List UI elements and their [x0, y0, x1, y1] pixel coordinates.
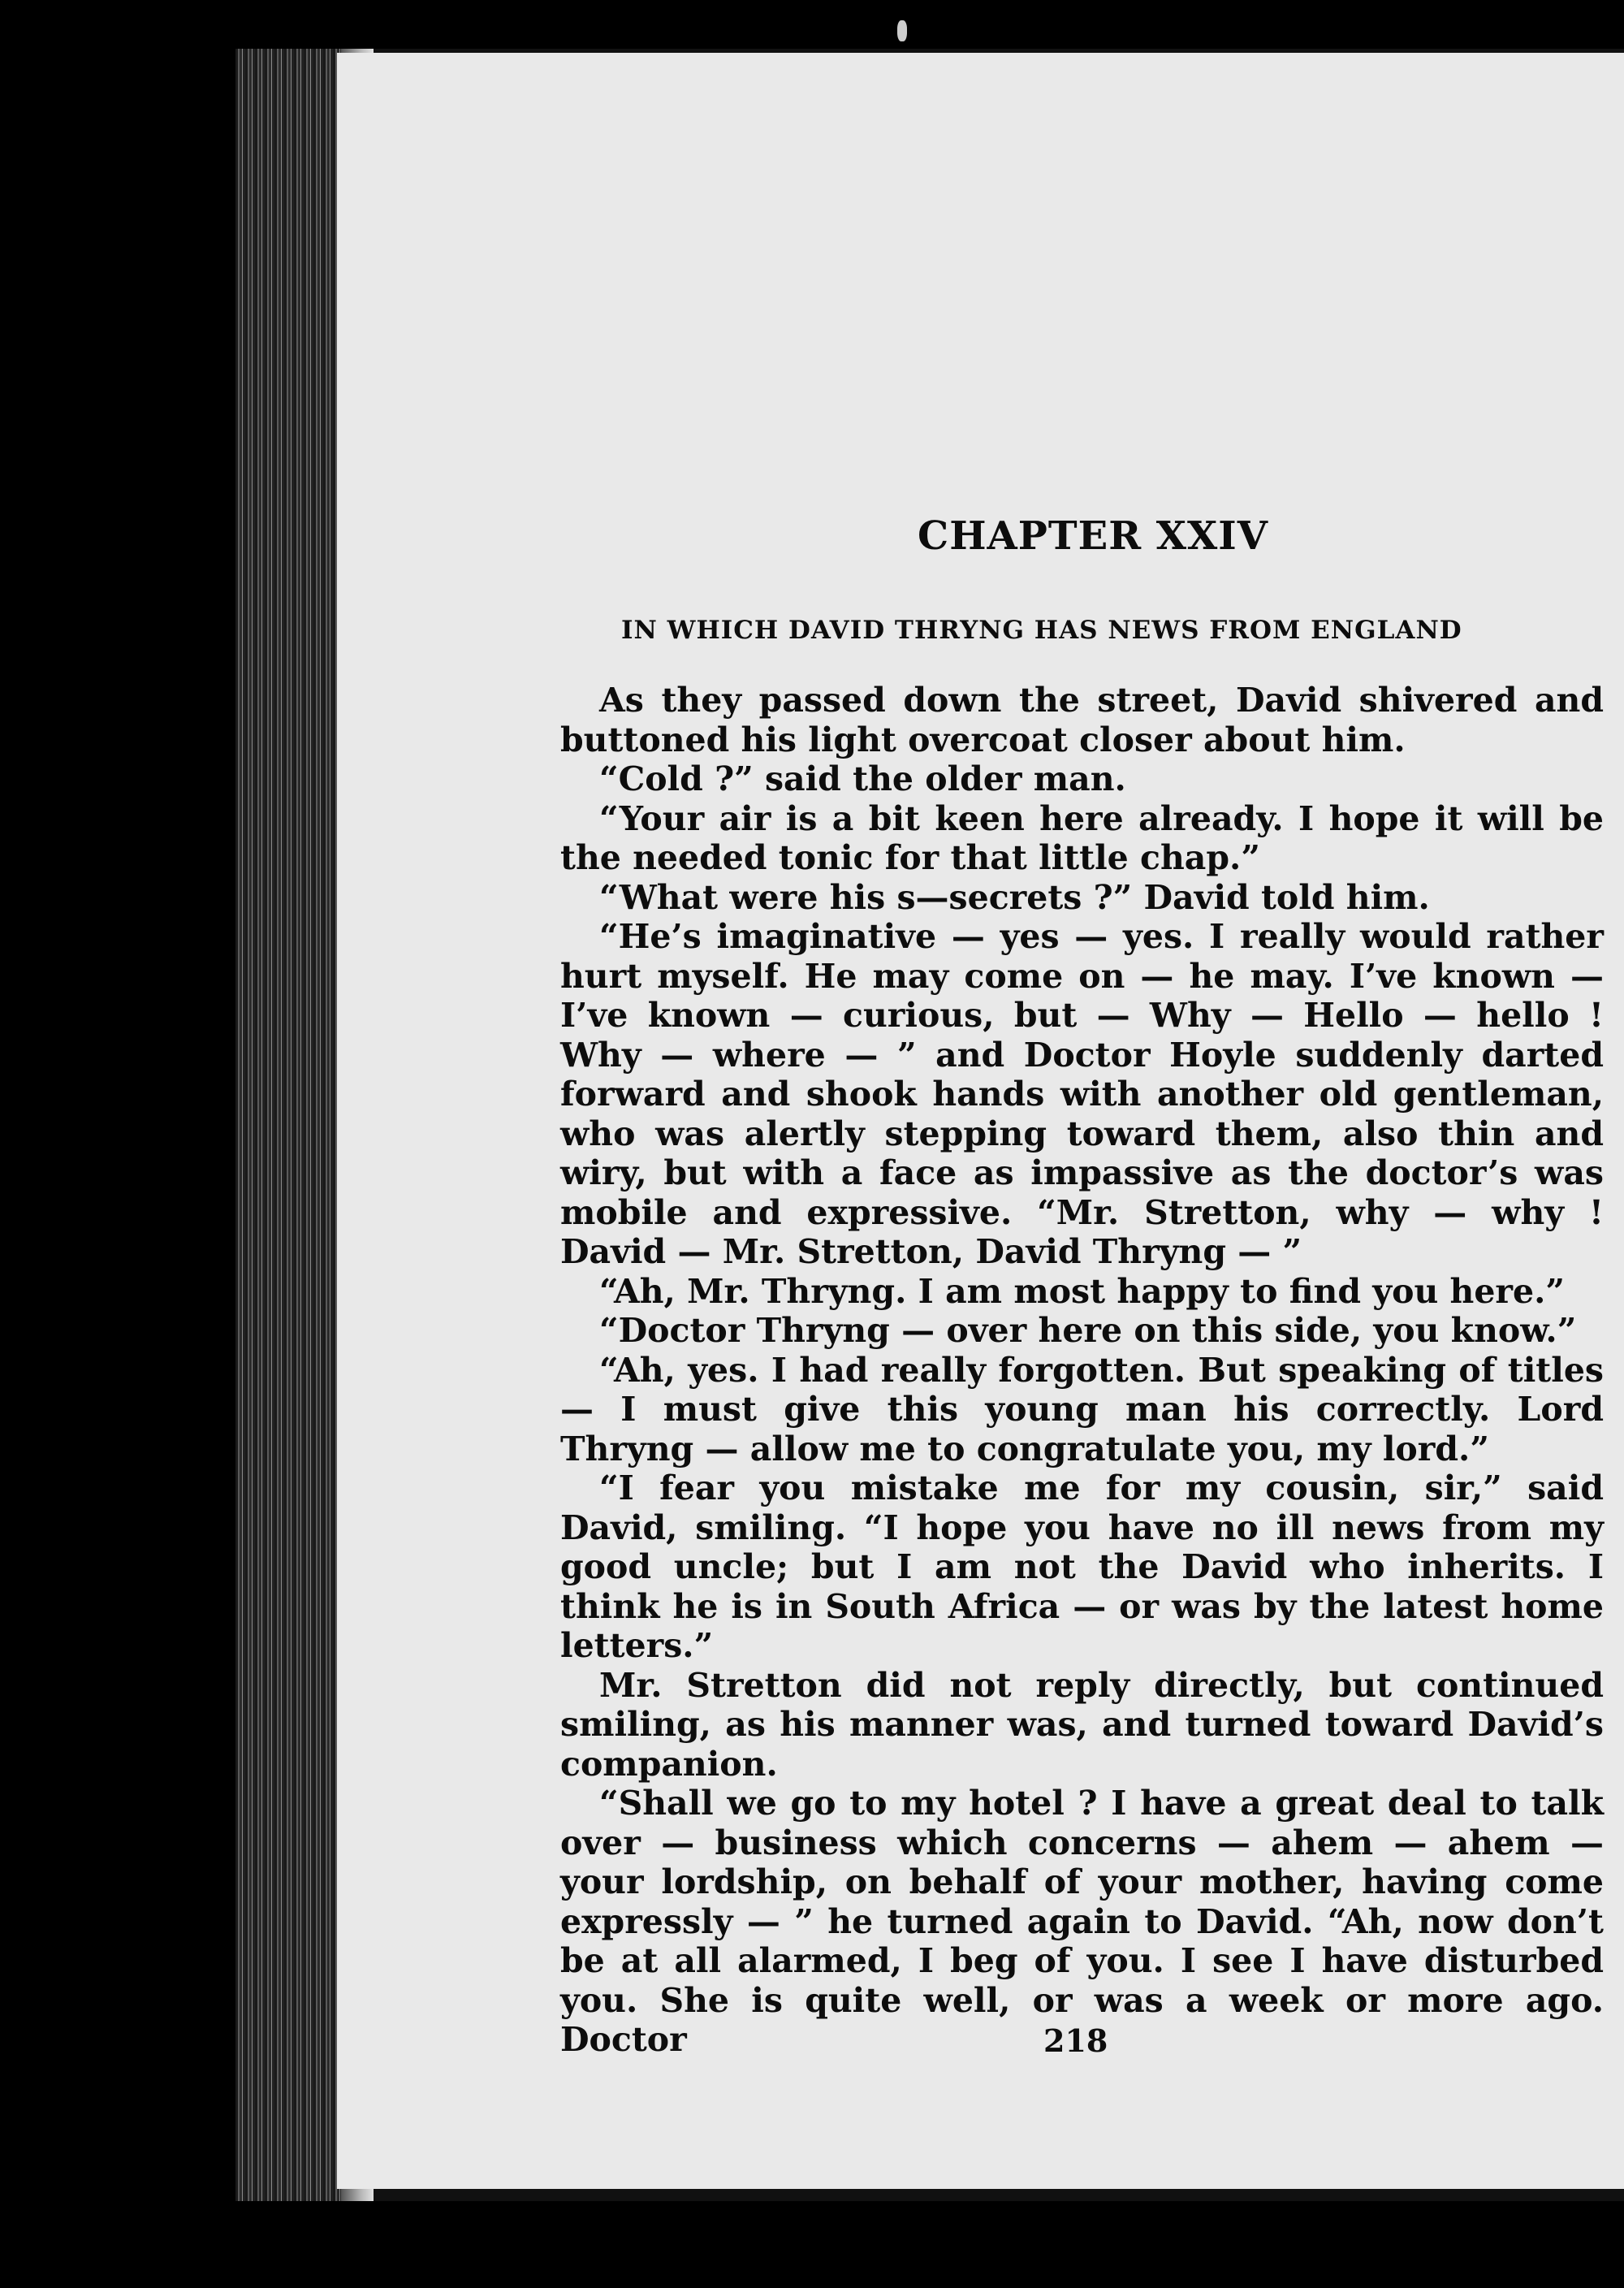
paragraph: “I fear you mistake me for my cousin, sir,” said David, smiling. “I hope you have no ill news from my good uncle; but I am not the David who inherits. I think he is in South Africa — or was by the latest home letters.” — [560, 1468, 1604, 1665]
paragraph: “Doctor Thryng — over here on this side, you know.” — [599, 1311, 1577, 1350]
paragraph: “What were his s—secrets ?” David told him. — [599, 877, 1430, 917]
paragraph: Mr. Stretton did not reply directly, but continued smiling, as his manner was, and turned toward David’s companion. — [560, 1665, 1604, 1784]
chapter-title: CHAPTER XXIV — [918, 513, 1268, 559]
paragraph: “He’s imaginative — yes — yes. I really would rather hurt myself. He may come on — he may. I’ve known — I’ve known — curious, but — Why — Hello — hello ! Why — where — ” and Doctor Hoyle suddenly darted forward and shook hands with another old gentleman, who was alertly stepping toward them, also thin and wiry, but with a face as impassive as the doctor’s was mobile and expressive. “Mr. Stretton, why — why ! David — Mr. Stretton, David Thryng — ” — [560, 917, 1604, 1271]
paragraph: “Cold ?” said the older man. — [599, 759, 1126, 798]
paragraph: As they passed down the street, David shivered and buttoned his light overcoat closer about him. — [560, 681, 1604, 759]
chapter-subtitle: IN WHICH DAVID THRYNG HAS NEWS FROM ENGLAND — [621, 616, 1462, 645]
paragraph: “Ah, Mr. Thryng. I am most happy to find you here.” — [599, 1271, 1565, 1311]
paragraph: “Shall we go to my hotel ? I have a great deal to talk over — business which concerns — ahem — ahem — your lordship, on behalf of your mother, having come expressly — ” he turned again to David. “Ah, now don’t be at all alarmed, I beg of you. I see I have disturbed you. She is quite well, or was a week or more ago. Doctor — [560, 1784, 1604, 2059]
page-content — [560, 0, 1604, 2288]
page-number: 218 — [1043, 2022, 1108, 2059]
page-edges — [235, 49, 341, 2201]
paragraph: “Ah, yes. I had really forgotten. But speaking of titles — I must give this young man his correctly. Lord Thryng — allow me to congratulate you, my lord.” — [560, 1350, 1604, 1468]
body-text — [560, 681, 1604, 2060]
paragraph: “Your air is a bit keen here already. I hope it will be the needed tonic for that little chap.” — [560, 798, 1604, 877]
